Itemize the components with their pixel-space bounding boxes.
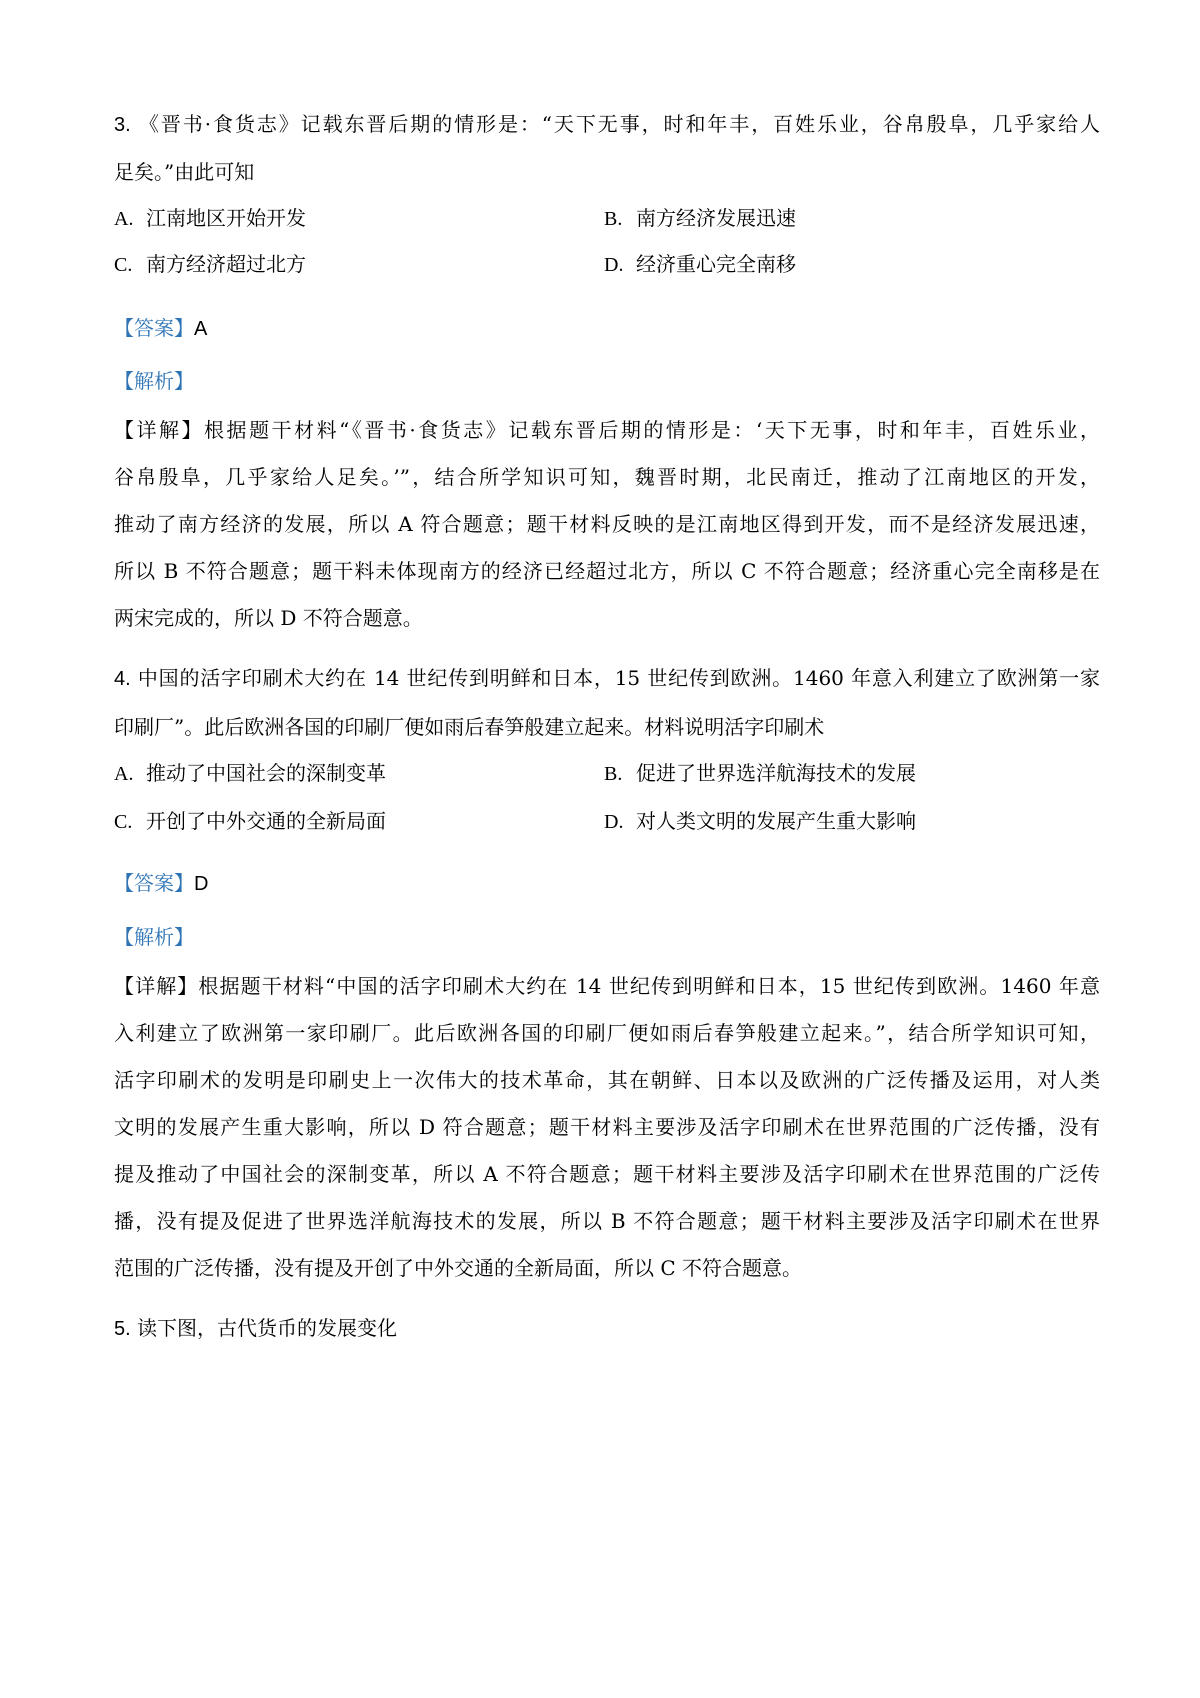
q3-answer-label: 【答案】	[114, 316, 194, 340]
q3-answer-value: A	[194, 318, 208, 340]
q3-option-c	[114, 250, 306, 279]
q3-detail-line-1: 【详解】根据题干材料“《晋书·食货志》记载东晋后期的情形是：‘天下无事，时和年丰，百姓乐业，	[114, 418, 1100, 442]
q3-option-a	[114, 204, 306, 233]
q4-option-b-text: 促进了世界选洋航海技术的发展	[636, 761, 916, 785]
q3-stem-line-2: 足矣。”由此可知	[114, 160, 255, 184]
q4-option-c-text: 开创了中外交通的全新局面	[146, 809, 386, 833]
q3-option-a-text: 江南地区开始开发	[146, 206, 306, 230]
q4-stem-line-2: 印刷厂”。此后欧洲各国的印刷厂便如雨后春笋般建立起来。材料说明活字印刷术	[114, 715, 825, 739]
q5-stem-line-1	[114, 1314, 397, 1343]
q5-stem-text-1: 读下图，古代货币的发展变化	[137, 1316, 398, 1340]
q4-option-b	[604, 759, 916, 788]
q3-detail-line-2: 谷帛殷阜，几乎家给人足矣。’”，结合所学知识可知，魏晋时期，北民南迁，推动了江南地区的开发，	[114, 465, 1100, 489]
q4-analysis-label	[114, 923, 194, 951]
q4-detail-line-5: 提及推动了中国社会的深制变革，所以 A 不符合题意；题干材料主要涉及活字印刷术在世界范围的广泛传	[114, 1162, 1100, 1186]
q4-number: 4.	[114, 668, 131, 690]
q4-detail-line-7: 范围的广泛传播，没有提及开创了中外交通的全新局面，所以 C 不符合题意。	[114, 1256, 803, 1280]
q4-option-d	[604, 807, 916, 836]
q3-stem-text-1: 《晋书·食货志》记载东晋后期的情形是：“天下无事，时和年丰，百姓乐业，谷帛殷阜，几乎家给人	[138, 112, 1100, 136]
q3-analysis-label	[114, 367, 194, 395]
q4-stem-text-1: 中国的活字印刷术大约在 14 世纪传到明鲜和日本，15 世纪传到欧洲。1460 年意入利建立了欧洲第一家	[137, 666, 1100, 690]
q4-answer	[114, 869, 208, 898]
q3-option-b-text: 南方经济发展迅速	[636, 206, 796, 230]
q4-detail-line-4: 文明的发展产生重大影响，所以 D 符合题意；题干材料主要涉及活字印刷术在世界范围的广泛传播，没有	[114, 1115, 1100, 1139]
q4-analysis-label-text: 【解析】	[114, 925, 194, 949]
q3-option-a-letter: A.	[114, 208, 134, 230]
q3-analysis-label-text: 【解析】	[114, 369, 194, 393]
q4-option-b-letter: B.	[604, 763, 623, 785]
q3-option-b-letter: B.	[604, 208, 623, 230]
q4-detail-line-3: 活字印刷术的发明是印刷史上一次伟大的技术革命，其在朝鲜、日本以及欧洲的广泛传播及运用，对人类	[114, 1068, 1100, 1092]
q4-stem-line-1	[114, 664, 1100, 693]
q4-detail-line-2: 入利建立了欧洲第一家印刷厂。此后欧洲各国的印刷厂便如雨后春笋般建立起来。”，结合所学知识可知，	[114, 1021, 1100, 1045]
q4-detail-line-1: 【详解】根据题干材料“中国的活字印刷术大约在 14 世纪传到明鲜和日本，15 世纪传到欧洲。1460 年意	[114, 974, 1100, 998]
q3-stem-line-1	[114, 110, 1100, 139]
q4-detail-line-6: 播，没有提及促进了世界选洋航海技术的发展，所以 B 不符合题意；题干材料主要涉及活字印刷术在世界	[114, 1209, 1100, 1233]
q4-answer-value: D	[194, 873, 209, 895]
q3-option-d-letter: D.	[604, 254, 624, 276]
q3-detail-line-5: 两宋完成的，所以 D 不符合题意。	[114, 606, 423, 630]
q4-option-a-letter: A.	[114, 763, 134, 785]
q3-detail-line-3: 推动了南方经济的发展，所以 A 符合题意；题干材料反映的是江南地区得到开发，而不是经济发展迅速，	[114, 512, 1100, 536]
q4-option-d-text: 对人类文明的发展产生重大影响	[636, 809, 916, 833]
q3-answer	[114, 314, 207, 343]
q4-option-a-text: 推动了中国社会的深制变革	[146, 761, 386, 785]
q3-option-d-text: 经济重心完全南移	[636, 252, 796, 276]
q3-option-c-letter: C.	[114, 254, 133, 276]
q4-option-a	[114, 759, 386, 788]
q4-option-c	[114, 807, 386, 836]
q3-detail-line-4: 所以 B 不符合题意；题干料未体现南方的经济已经超过北方，所以 C 不符合题意；经济重心完全南移是在	[114, 559, 1100, 583]
q5-number: 5.	[114, 1318, 131, 1340]
q3-option-c-text: 南方经济超过北方	[146, 252, 306, 276]
q4-option-c-letter: C.	[114, 811, 133, 833]
q3-option-d	[604, 250, 796, 279]
q3-number: 3.	[114, 114, 131, 136]
q4-answer-label: 【答案】	[114, 871, 194, 895]
q4-option-d-letter: D.	[604, 811, 624, 833]
q3-option-b	[604, 204, 796, 233]
